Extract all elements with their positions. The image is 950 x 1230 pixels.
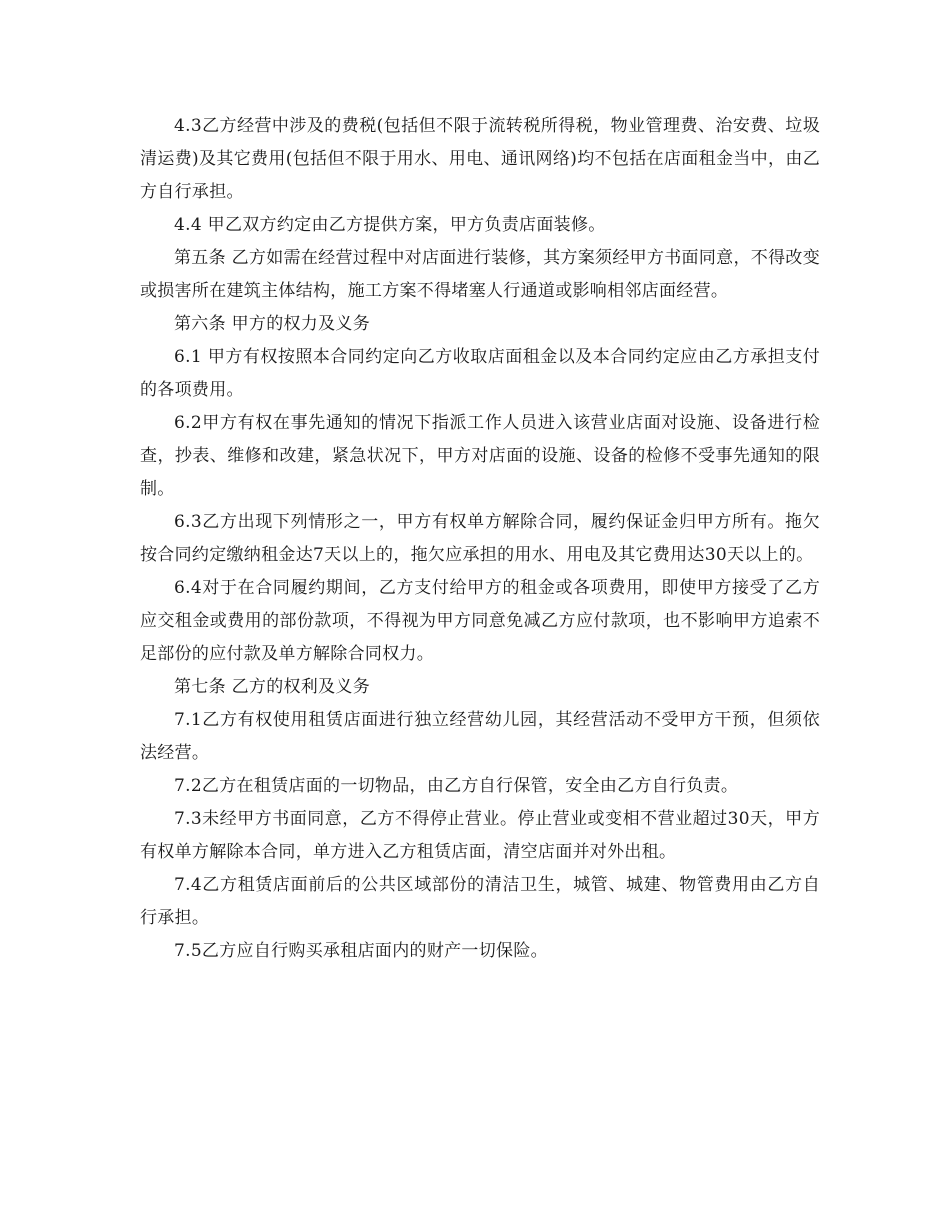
clause-7-2: 7.2乙方在租赁店面的一切物品，由乙方自行保管，安全由乙方自行负责。 bbox=[174, 776, 739, 796]
article-7-heading: 第七条 乙方的权利及义务 bbox=[174, 677, 371, 697]
clause-7-3: 7.3未经甲方书面同意，乙方不得停止营业。停止营业或变相不营业超过30天，甲方有权单方解除本合同，单方进入乙方租赁店面，清空店面并对外出租。 bbox=[140, 809, 820, 862]
document-body bbox=[140, 110, 820, 968]
clause-7-5: 7.5乙方应自行购买承租店面内的财产一切保险。 bbox=[174, 941, 548, 961]
clause-4-4: 4.4 甲乙双方约定由乙方提供方案，甲方负责店面装修。 bbox=[174, 215, 606, 235]
clause-6-3: 6.3乙方出现下列情形之一，甲方有权单方解除合同，履约保证金归甲方所有。拖欠按合同约定缴纳租金达7天以上的，拖欠应承担的用水、用电及其它费用达30天以上的。 bbox=[140, 512, 820, 565]
clause-4-3: 4.3乙方经营中涉及的费税(包括但不限于流转税所得税，物业管理费、治安费、垃圾清运费)及其它费用(包括但不限于用水、用电、通讯网络)均不包括在店面租金当中，由乙方自行承担。 bbox=[140, 116, 820, 202]
clause-6-1: 6.1 甲方有权按照本合同约定向乙方收取店面租金以及本合同约定应由乙方承担支付的各项费用。 bbox=[140, 347, 820, 400]
clause-6-2: 6.2甲方有权在事先通知的情况下指派工作人员进入该营业店面对设施、设备进行检查，抄表、维修和改建，紧急状况下，甲方对店面的设施、设备的检修不受事先通知的限制。 bbox=[140, 413, 820, 499]
article-5: 第五条 乙方如需在经营过程中对店面进行装修，其方案须经甲方书面同意，不得改变或损害所在建筑主体结构，施工方案不得堵塞人行通道或影响相邻店面经营。 bbox=[140, 248, 820, 301]
clause-7-4: 7.4乙方租赁店面前后的公共区域部份的清洁卫生，城管、城建、物管费用由乙方自行承担。 bbox=[140, 875, 820, 928]
clause-6-4: 6.4对于在合同履约期间，乙方支付给甲方的租金或各项费用，即使甲方接受了乙方应交租金或费用的部份款项，不得视为甲方同意免减乙方应付款项，也不影响甲方追索不足部份的应付款及单方解除合同权力。 bbox=[140, 578, 820, 664]
clause-7-1: 7.1乙方有权使用租赁店面进行独立经营幼儿园，其经营活动不受甲方干预，但须依法经营。 bbox=[140, 710, 820, 763]
article-6-heading: 第六条 甲方的权力及义务 bbox=[174, 314, 371, 334]
